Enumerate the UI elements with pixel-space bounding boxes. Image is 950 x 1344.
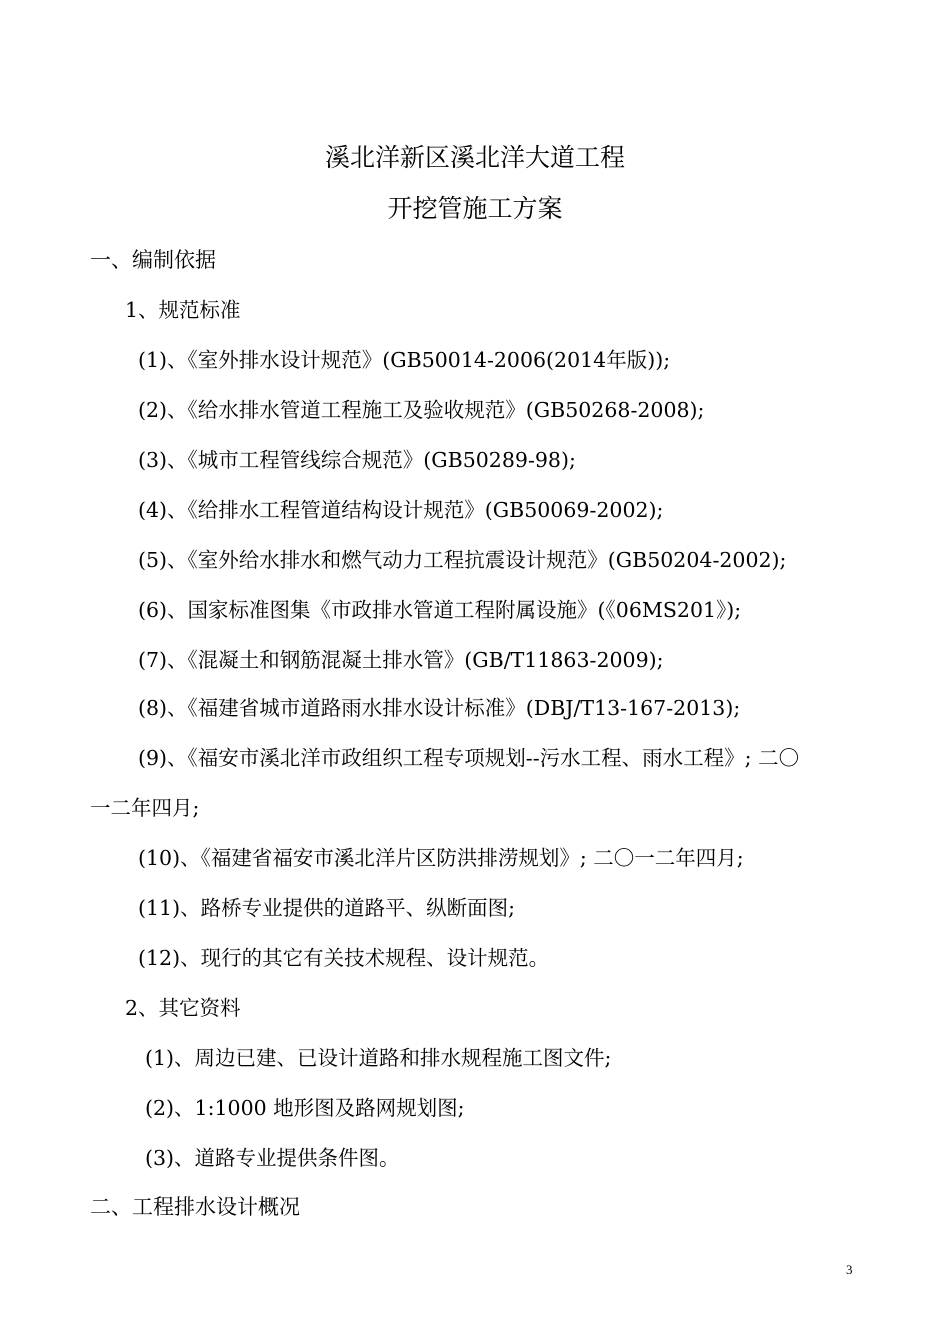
standard-item-continuation: 一二年四月; bbox=[90, 796, 200, 820]
standard-item: (10)、《福建省福安市溪北洋片区防洪排涝规划》; 二〇一二年四月; bbox=[138, 846, 744, 870]
material-item: (1)、周边已建、已设计道路和排水规程施工图文件; bbox=[145, 1046, 612, 1070]
standard-item: (11)、路桥专业提供的道路平、纵断面图; bbox=[138, 896, 515, 920]
standard-item: (5)、《室外给水排水和燃气动力工程抗震设计规范》(GB50204-2002); bbox=[138, 548, 787, 572]
standard-item: (8)、《福建省城市道路雨水排水设计标准》(DBJ/T13-167-2013); bbox=[138, 696, 741, 720]
standard-item: (2)、《给水排水管道工程施工及验收规范》(GB50268-2008); bbox=[138, 398, 705, 422]
subsection-heading-standards: 1、规范标准 bbox=[125, 298, 241, 322]
standard-item: (12)、现行的其它有关技术规程、设计规范。 bbox=[138, 946, 550, 970]
subsection-heading-other-materials: 2、其它资料 bbox=[125, 996, 241, 1020]
standard-item: (3)、《城市工程管线综合规范》(GB50289-98); bbox=[138, 448, 576, 472]
document-title-line-2: 开挖管施工方案 bbox=[387, 194, 563, 223]
section-heading-drainage-overview: 二、工程排水设计概况 bbox=[90, 1195, 300, 1219]
standard-item: (9)、《福安市溪北洋市政组织工程专项规划--污水工程、雨水工程》; 二〇 bbox=[138, 746, 800, 770]
section-heading-basis: 一、编制依据 bbox=[90, 248, 216, 272]
material-item: (2)、1:1000 地形图及路网规划图; bbox=[145, 1096, 465, 1120]
standard-item: (7)、《混凝土和钢筋混凝土排水管》(GB/T11863-2009); bbox=[138, 648, 664, 672]
document-title-line-1: 溪北洋新区溪北洋大道工程 bbox=[324, 143, 625, 172]
page-number: 3 bbox=[846, 1262, 853, 1277]
standard-item: (4)、《给排水工程管道结构设计规范》(GB50069-2002); bbox=[138, 498, 664, 522]
standard-item: (1)、《室外排水设计规范》(GB50014-2006(2014年版)); bbox=[138, 348, 671, 372]
standard-item: (6)、国家标准图集《市政排水管道工程附属设施》(《06MS201》); bbox=[138, 598, 742, 622]
material-item: (3)、道路专业提供条件图。 bbox=[145, 1146, 400, 1170]
